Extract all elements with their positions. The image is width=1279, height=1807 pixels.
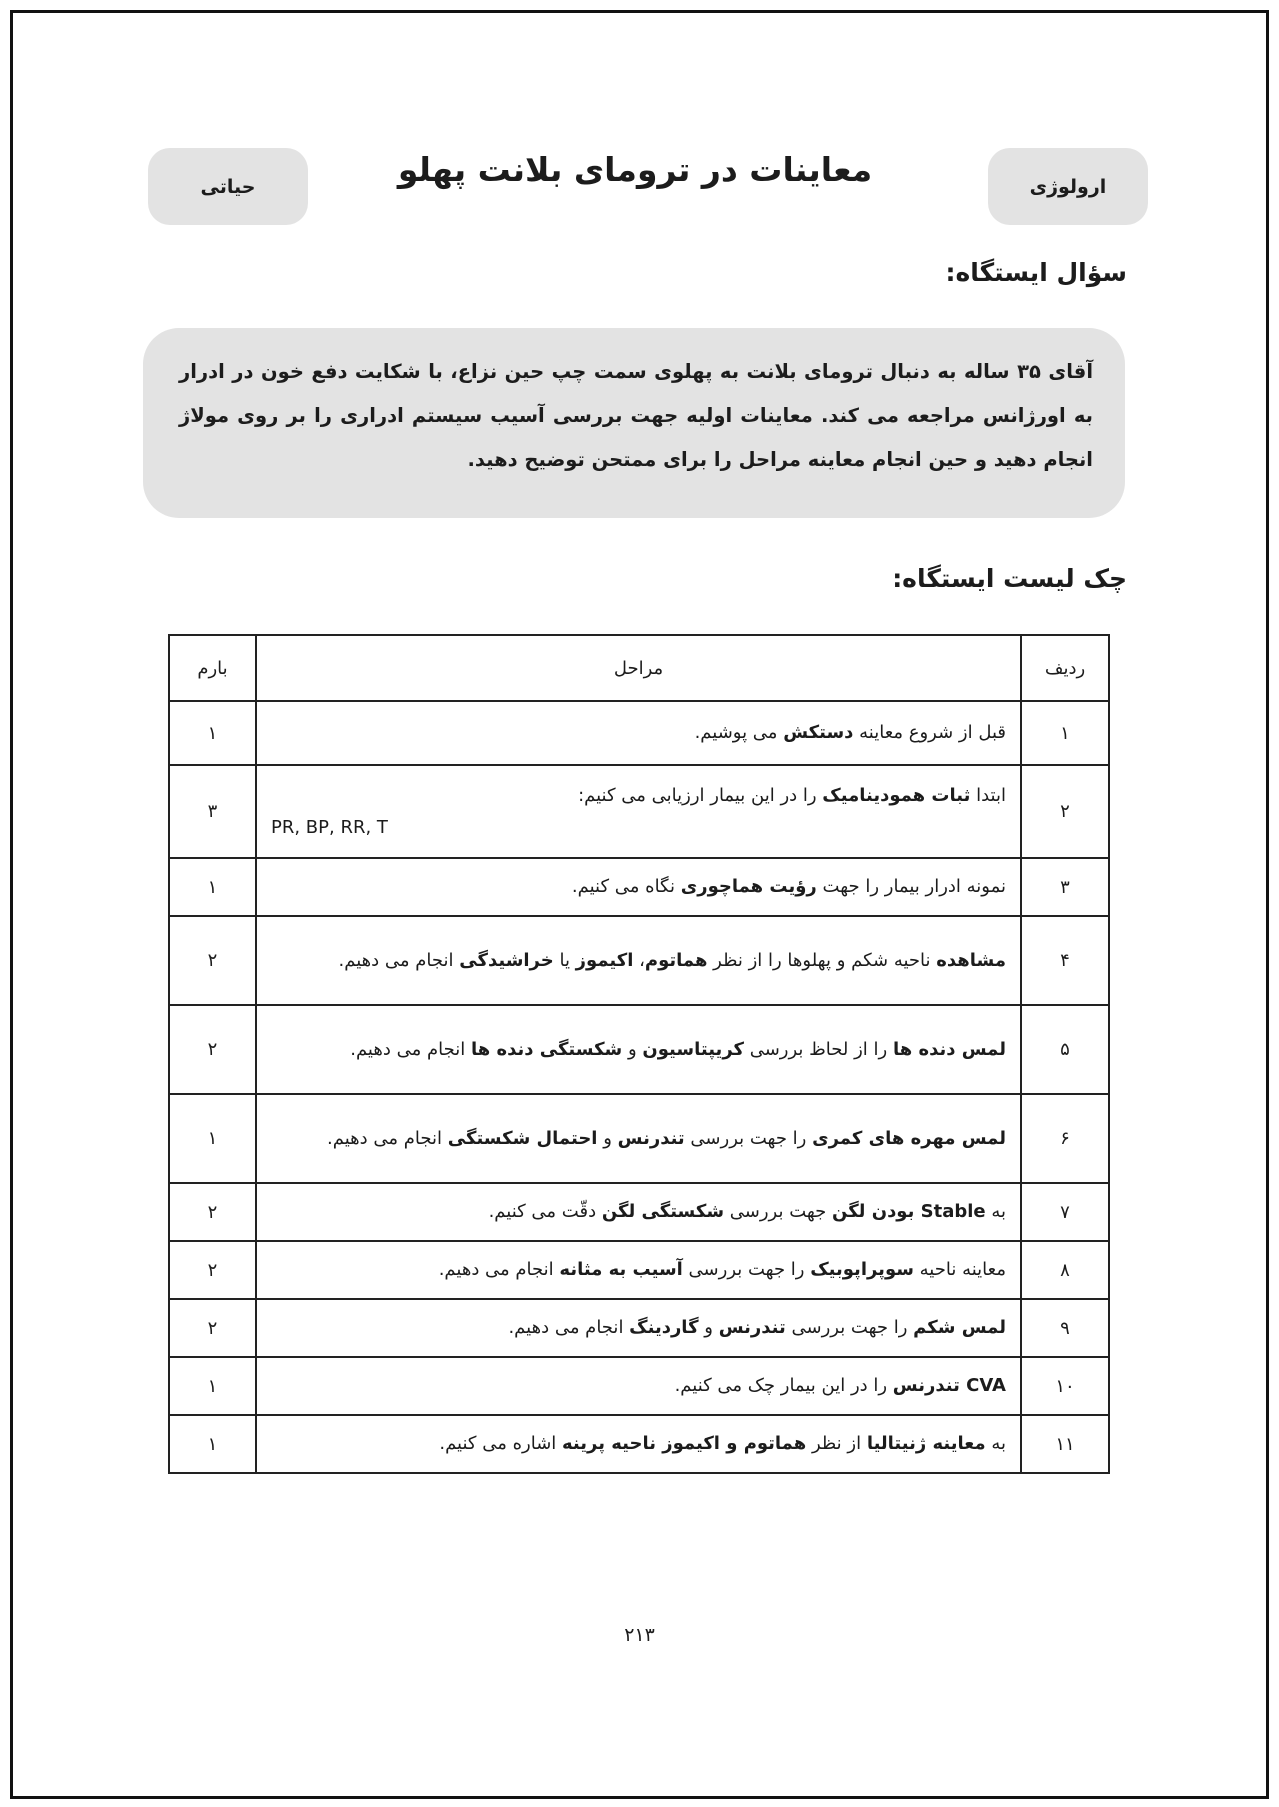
step-text: قبل از شروع معاینه	[853, 722, 1006, 743]
row-score: ۲	[169, 1183, 256, 1241]
table-row	[169, 1299, 1109, 1357]
row-number: ۷	[1021, 1183, 1109, 1241]
step-text: را در این بیمار چک می کنیم.	[674, 1375, 893, 1396]
step-text: اشاره می کنیم.	[439, 1433, 562, 1454]
step-description	[256, 916, 1021, 1005]
step-text: یا	[553, 949, 576, 971]
row-score: ۱	[169, 858, 256, 916]
table-header-row	[169, 635, 1109, 701]
step-emphasis: رؤیت هماچوری	[680, 876, 817, 897]
step-description	[256, 1005, 1021, 1094]
row-score: ۱	[169, 1357, 256, 1415]
step-emphasis: سوپراپوبیک	[810, 1259, 914, 1280]
row-score: ۱	[169, 1415, 256, 1473]
step-emphasis: هماتوم	[644, 949, 708, 971]
step-text: انجام می دهیم.	[338, 949, 460, 971]
row-number: ۳	[1021, 858, 1109, 916]
row-score: ۳	[169, 765, 256, 858]
vital-signs-list: PR, BP, RR, T	[271, 816, 388, 838]
step-description	[256, 1415, 1021, 1473]
step-emphasis: مشاهده	[936, 949, 1006, 971]
step-text: ،	[633, 949, 645, 971]
step-emphasis: تندرنس	[718, 1317, 786, 1338]
table-row	[169, 1183, 1109, 1241]
step-emphasis: لمس شکم	[913, 1317, 1006, 1338]
row-number: ۶	[1021, 1094, 1109, 1183]
step-description	[256, 1241, 1021, 1299]
priority-tag-vital: حیاتی	[148, 148, 308, 225]
table-row	[169, 1357, 1109, 1415]
checklist-label: چک لیست ایستگاه:	[892, 564, 1127, 593]
step-text: انجام می دهیم.	[350, 1038, 471, 1060]
step-emphasis: CVA تندرنس	[892, 1375, 1006, 1396]
step-text: به	[985, 1201, 1006, 1222]
step-description	[256, 1094, 1021, 1183]
step-text: را در این بیمار ارزیابی می کنیم:	[578, 784, 823, 806]
row-number: ۸	[1021, 1241, 1109, 1299]
header-row-number: ردیف	[1021, 635, 1109, 701]
step-description	[256, 765, 1021, 858]
step-emphasis: کریپتاسیون	[642, 1038, 744, 1060]
step-text: را جهت بررسی	[785, 1317, 914, 1338]
header-steps: مراحل	[256, 635, 1021, 701]
step-emphasis: اکیموز	[575, 949, 634, 971]
step-text: می پوشیم.	[694, 722, 784, 743]
table-row	[169, 1241, 1109, 1299]
row-score: ۱	[169, 1094, 256, 1183]
table-row	[169, 1094, 1109, 1183]
question-text: آقای ۳۵ ساله به دنبال ترومای بلانت به پهلوی سمت چپ حین نزاع، با شکایت دفع خون در ادرار به اورژانس مراجعه می کند. معاینات اولیه جهت بررسی آسیب سیستم ادراری را بر روی مولاژ انجام دهید و حین انجام معاینه مراحل را برای ممتحن توضیح دهید.	[143, 328, 1125, 518]
step-text: دقّت می کنیم.	[488, 1201, 602, 1222]
step-description	[256, 858, 1021, 916]
step-emphasis: دستکش	[783, 722, 854, 743]
step-text: معاینه ناحیه	[913, 1259, 1006, 1280]
step-text: انجام می دهیم.	[327, 1127, 448, 1149]
table-row	[169, 765, 1109, 858]
step-emphasis: معاینه ژنیتالیا	[866, 1433, 986, 1454]
row-score: ۲	[169, 1299, 256, 1357]
header-score: بارم	[169, 635, 256, 701]
step-text: از نظر	[806, 1433, 867, 1454]
step-description	[256, 1183, 1021, 1241]
step-text: و	[622, 1038, 643, 1060]
row-number: ۹	[1021, 1299, 1109, 1357]
row-number: ۲	[1021, 765, 1109, 858]
row-score: ۲	[169, 1241, 256, 1299]
category-tag-urology: ارولوژی	[988, 148, 1148, 225]
step-emphasis: تندرنس	[617, 1127, 685, 1149]
step-text: جهت بررسی	[724, 1201, 833, 1222]
step-text: انجام می دهیم.	[438, 1259, 560, 1280]
step-text: انجام می دهیم.	[508, 1317, 630, 1338]
row-number: ۱۱	[1021, 1415, 1109, 1473]
page-title: معاینات در ترومای بلانت پهلو	[397, 150, 873, 189]
step-text: ناحیه شکم و پهلوها را از نظر	[707, 949, 937, 971]
page-number: ۲۱۳	[624, 1624, 655, 1646]
step-text: و	[698, 1317, 719, 1338]
table-row	[169, 1005, 1109, 1094]
step-emphasis: احتمال شکستگی	[447, 1127, 598, 1149]
step-text: به	[985, 1433, 1006, 1454]
step-emphasis: شکستگی دنده ها	[470, 1038, 623, 1060]
step-text: را جهت بررسی	[682, 1259, 811, 1280]
table-row	[169, 858, 1109, 916]
row-number: ۱	[1021, 701, 1109, 765]
question-label: سؤال ایستگاه:	[945, 258, 1127, 287]
step-text: نگاه می کنیم.	[571, 876, 681, 897]
table-row	[169, 701, 1109, 765]
checklist-table	[168, 634, 1110, 1474]
table-row	[169, 1415, 1109, 1473]
step-text: را از لحاظ بررسی	[743, 1038, 893, 1060]
row-score: ۲	[169, 1005, 256, 1094]
step-emphasis: شکستگی لگن	[601, 1201, 725, 1222]
step-emphasis: گاردینگ	[629, 1317, 699, 1338]
step-emphasis: آسیب به مثانه	[559, 1259, 683, 1280]
row-score: ۲	[169, 916, 256, 1005]
step-emphasis: لمس دنده ها	[892, 1038, 1006, 1060]
step-description	[256, 1299, 1021, 1357]
step-description	[256, 1357, 1021, 1415]
step-emphasis: Stable بودن لگن	[832, 1201, 986, 1222]
row-number: ۴	[1021, 916, 1109, 1005]
step-emphasis: لمس مهره های کمری	[812, 1127, 1006, 1149]
row-number: ۱۰	[1021, 1357, 1109, 1415]
step-text: و	[597, 1127, 618, 1149]
row-score: ۱	[169, 701, 256, 765]
checklist-body	[169, 701, 1109, 1473]
step-emphasis: خراشیدگی	[459, 949, 554, 971]
step-emphasis: هماتوم و اکیموز ناحیه پرینه	[562, 1433, 807, 1454]
step-text: را جهت بررسی	[684, 1127, 813, 1149]
row-number: ۵	[1021, 1005, 1109, 1094]
table-row	[169, 916, 1109, 1005]
step-emphasis: ثبات همودینامیک	[822, 784, 971, 806]
step-text: ابتدا	[970, 784, 1006, 806]
step-description	[256, 701, 1021, 765]
step-text: نمونه ادرار بیمار را جهت	[816, 876, 1006, 897]
